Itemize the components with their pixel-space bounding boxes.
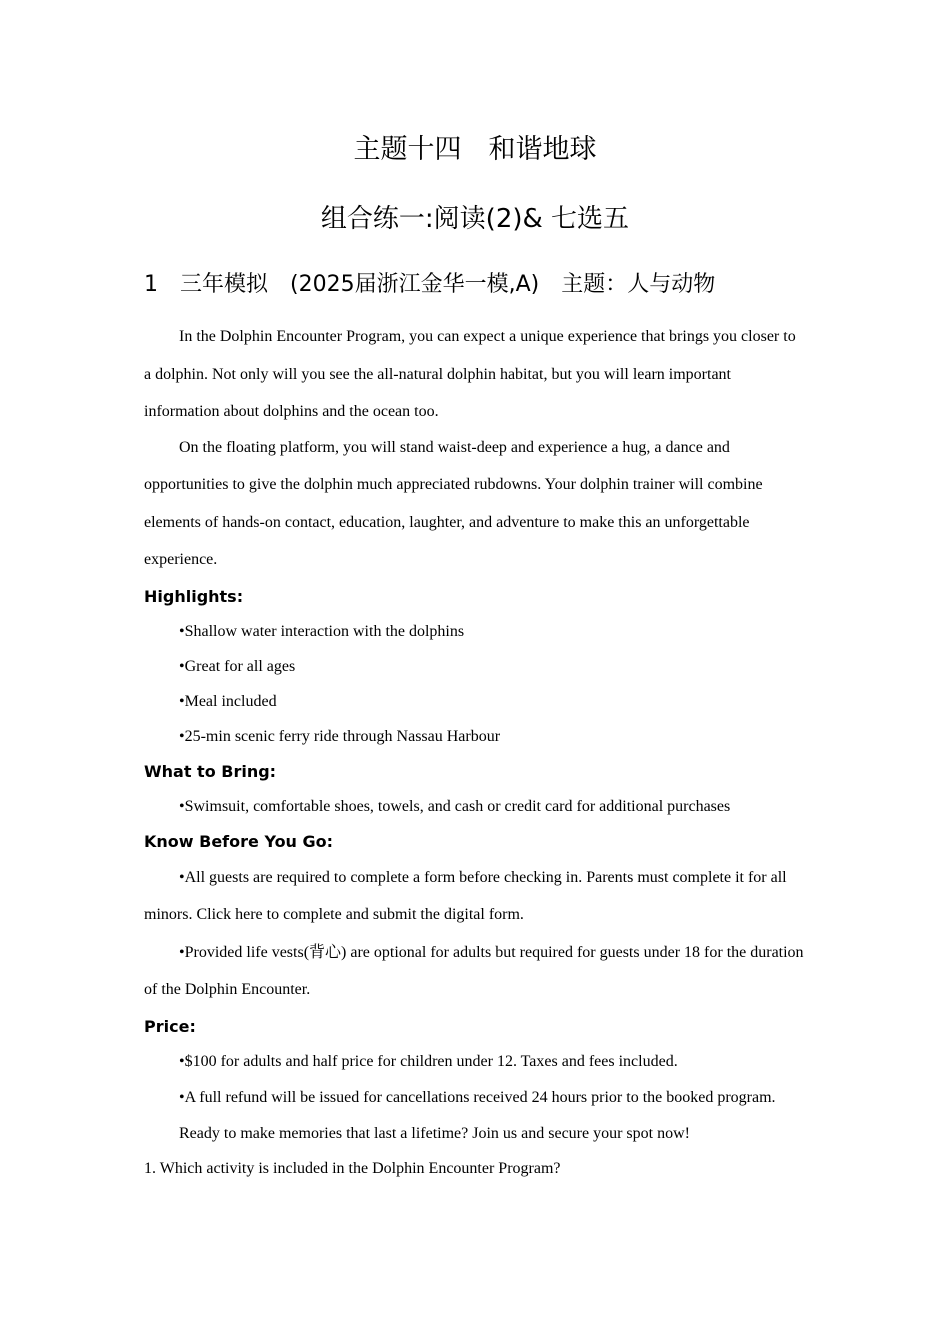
bring-item: •Swimsuit, comfortable shoes, towels, and cash or credit card for additional purchases	[179, 797, 731, 815]
page-title: 主题十四 和谐地球	[353, 134, 597, 165]
question: 1. Which activity is included in the Dolphin Encounter Program?	[144, 1160, 561, 1177]
know-heading: Know Before You Go:	[144, 831, 334, 851]
passage	[144, 320, 806, 1186]
know-item: •All guests are required to complete a form before checking in. Parents must complete it for all minors. Click here to complete and submit the digital form.	[144, 868, 787, 923]
intro-paragraph: In the Dolphin Encounter Program, you can expect a unique experience that brings you closer to a dolphin. Not only will you see the all-natural dolphin habitat, but you will learn important information about dolphins and the ocean too.	[144, 328, 796, 420]
highlight-item: •25-min scenic ferry ride through Nassau Harbour	[179, 727, 501, 745]
highlights-heading: Highlights:	[144, 586, 244, 606]
closing-line: Ready to make memories that last a lifetime? Join us and secure your spot now!	[179, 1125, 690, 1142]
bring-heading: What to Bring:	[144, 761, 277, 781]
section-heading: 1 三年模拟 (2025届浙江金华一模,A) 主题：人与动物	[144, 272, 716, 297]
intro-paragraph: On the floating platform, you will stand waist-deep and experience a hug, a dance and opportunities to give the dolphin much appreciated rubdowns. Your dolphin trainer will combine elements of hands-on contact, education, laughter, and adventure to make this an unforgettable experience.	[144, 438, 763, 568]
page-subtitle: 组合练一:阅读(2)& 七选五	[320, 204, 630, 234]
highlight-item: •Great for all ages	[179, 657, 296, 675]
price-item: •A full refund will be issued for cancellations received 24 hours prior to the booked program.	[179, 1088, 776, 1106]
highlight-item: •Shallow water interaction with the dolphins	[179, 622, 465, 640]
highlight-item: •Meal included	[179, 692, 277, 710]
price-item: •$100 for adults and half price for children under 12. Taxes and fees included.	[179, 1052, 678, 1070]
know-item: •Provided life vests(背心) are optional for adults but required for guests under 18 for the duration of the Dolphin Encounter.	[144, 943, 804, 998]
price-heading: Price:	[144, 1016, 196, 1036]
